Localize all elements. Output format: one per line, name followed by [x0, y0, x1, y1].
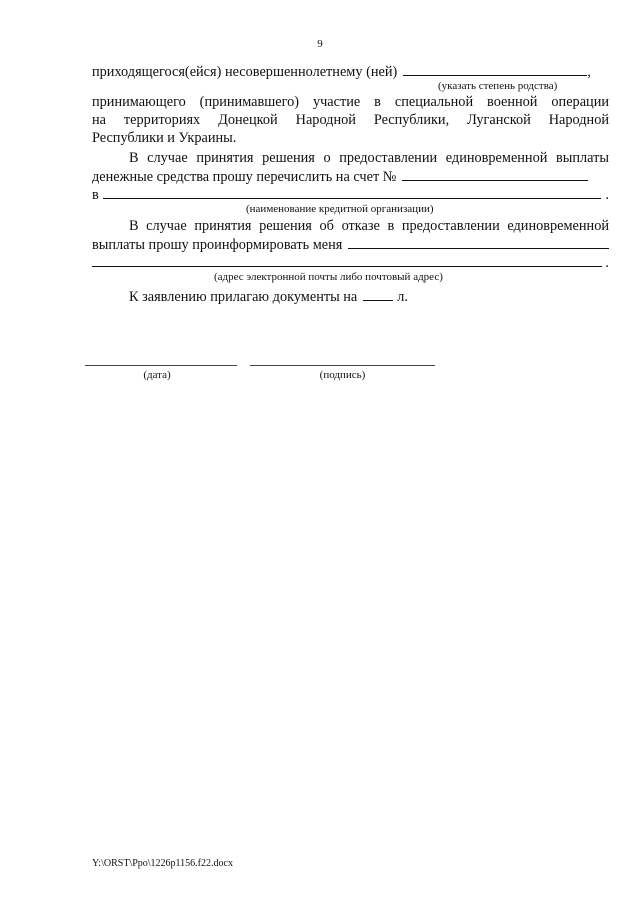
para1-line3: на территориях Донецкой Народной Республики, Луганской Народной [92, 112, 609, 128]
pages-count-blank[interactable] [363, 287, 393, 301]
relationship-caption: (указать степень родства) [438, 80, 558, 92]
para3-period: . [605, 255, 609, 271]
para1-comma: , [587, 64, 591, 80]
para2-text: денежные средства прошу перечислить на счет № [92, 169, 397, 185]
signature-label: (подпись) [319, 369, 366, 381]
bank-name-blank[interactable] [103, 185, 602, 199]
para2-line3 [92, 185, 609, 203]
bank-caption: (наименование кредитной организации) [246, 203, 434, 215]
para1-line4: Республики и Украины. [92, 130, 237, 146]
para2-period: . [605, 187, 609, 203]
file-path-footer: Y:\ORST\Ppo\1226p1156.f22.docx [92, 858, 233, 869]
para4-suffix: л. [397, 289, 408, 305]
contact-caption: (адрес электронной почты либо почтовый адрес) [214, 271, 443, 283]
date-label: (дата) [143, 369, 171, 381]
para3-text: выплаты прошу проинформировать меня [92, 237, 343, 253]
signature-block [250, 357, 435, 381]
para3-line3 [92, 253, 609, 271]
relationship-blank[interactable] [403, 62, 587, 76]
account-number-blank[interactable] [402, 167, 588, 181]
date-line[interactable] [85, 357, 237, 366]
document-body [92, 62, 609, 305]
para4-line [92, 287, 609, 305]
para1-line1 [92, 62, 609, 80]
para2-line1: В случае принятия решения о предоставлении единовременной выплаты [129, 150, 609, 166]
contact-blank-2[interactable] [92, 253, 602, 267]
para3-line2 [92, 235, 609, 253]
para1-text: приходящегося(ейся) несовершеннолетнему (ней) [92, 64, 398, 80]
para4-text: К заявлению прилагаю документы на [129, 289, 358, 305]
signature-line[interactable] [250, 357, 435, 366]
page-number: 9 [317, 38, 323, 50]
para3-line1: В случае принятия решения об отказе в предоставлении единовременной [129, 218, 609, 234]
para2-line2 [92, 167, 609, 185]
para2-prefix: в [92, 187, 99, 203]
para1-line2: принимающего (принимавшего) участие в специальной военной операции [92, 94, 609, 110]
date-block [85, 357, 237, 381]
contact-blank-1[interactable] [348, 235, 609, 249]
